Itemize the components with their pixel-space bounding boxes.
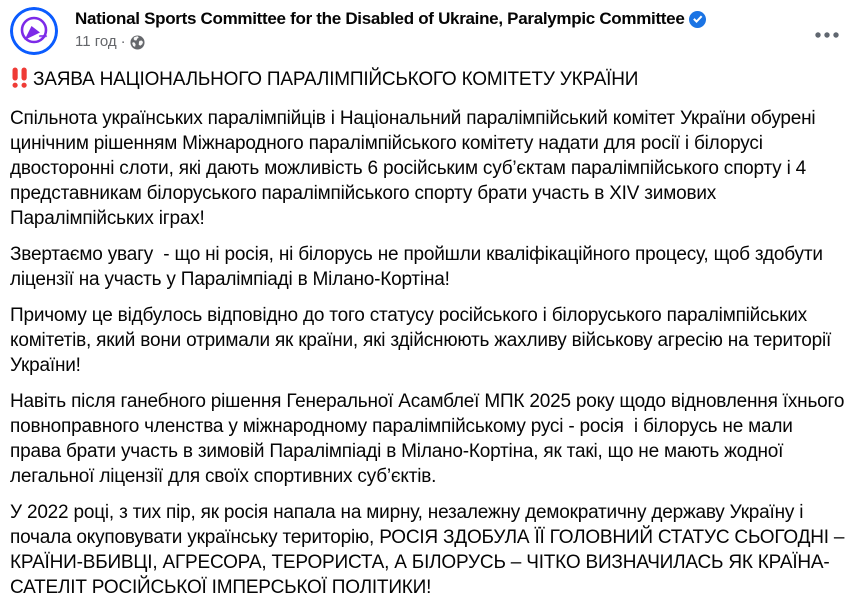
headline-text: ЗАЯВА НАЦІОНАЛЬНОГО ПАРАЛІМПІЙСЬКОГО КОМІТЕТУ УКРАЇНИ bbox=[33, 69, 639, 90]
header-text bbox=[75, 7, 706, 50]
avatar[interactable] bbox=[10, 7, 58, 55]
meta-separator: · bbox=[120, 33, 126, 50]
post-header bbox=[0, 0, 858, 59]
post-paragraph: Навіть після ганебного рішення Генеральної Асамблеї МПК 2025 року щодо відновлення їхнього повноправного членства у міжнародному паралімпійському русі - росія і білорусь не мали права брати участь в зимовій Паралімпіаді в Мілано-Кортіна, як такі, що не мають жодної легальної ліцензії для своїх спортивних суб’єктів. bbox=[10, 391, 850, 487]
globe-icon bbox=[130, 35, 145, 50]
timestamp[interactable]: 11 год bbox=[75, 33, 117, 50]
post-paragraph: Спільнота українських паралімпійців і Національний паралімпійський комітет України обурені цинічним рішенням Міжнародного паралімпійського комітету надати для росії і білорусі двосторонні слоти, які дають можливість 6 російським суб’єктам паралімпійського спорту і 4 представникам білоруського паралімпійського спорту брати участь в XIV зимових Паралімпійських іграх! bbox=[10, 108, 821, 229]
more-options-button[interactable] bbox=[810, 22, 844, 48]
double-exclamation-icon bbox=[10, 72, 29, 93]
three-dots-icon bbox=[814, 31, 840, 39]
post-meta bbox=[75, 33, 706, 50]
post-paragraph: Причому це відбулось відповідно до того статусу російського і білоруського паралімпійських комітетів, який вони отримали як країни, які здійснюють жахливу військову агресію на території України! bbox=[10, 305, 837, 376]
post-paragraph: Звертаємо увагу - що ні росія, ні білорусь не пройшли кваліфікаційного процесу, щоб здобути ліцензії на участь у Паралімпіаді в Мілано-Кортіна! bbox=[10, 244, 828, 290]
post-body bbox=[0, 59, 858, 600]
post-paragraph: У 2022 році, з тих пір, як росія напала на мирну, незалежну демократичну державу Україну і почала окуповувати українську територію, РОСІЯ ЗДОБУЛА ЇЇ ГОЛОВНИЙ СТАТУС СЬОГОДНІ – КРАЇНИ-ВБИВЦІ, АГРЕСОРА, ТЕРОРИСТА, А БІЛОРУСЬ – ЧІТКО ВИЗНАЧИЛАСЬ ЯК КРАЇНА-САТЕЛІТ РОСІЙСЬКОЇ ІМПЕРСЬКОЇ ПОЛІТИКИ! bbox=[10, 502, 850, 598]
verified-badge-icon bbox=[689, 11, 706, 28]
page-name[interactable]: National Sports Committee for the Disabled of Ukraine, Paralympic Committee bbox=[75, 9, 685, 28]
post-headline bbox=[10, 67, 848, 95]
